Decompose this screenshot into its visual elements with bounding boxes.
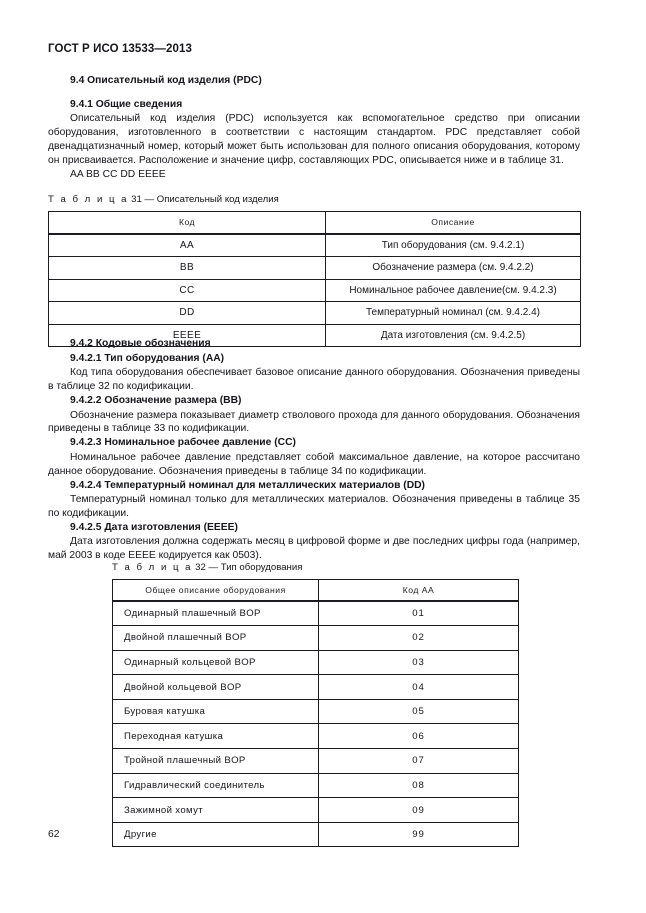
table-31-cell-code: CC [49,279,326,302]
table-row [113,650,519,675]
table-32-container [112,562,527,847]
clause-heading-9-4-2-3: 9.4.2.3 Номинальное рабочее давление (CC) [70,437,296,449]
table-32-cell-code: 04 [319,675,519,700]
table-32-caption-number: 32 [195,562,206,573]
table-31-cell-description: Дата изготовления (см. 9.4.2.5) [326,324,581,347]
table-32-cell-description: Буровая катушка [113,699,319,724]
table-32-cell-description: Одинарный кольцевой BOP [113,650,319,675]
table-row [113,699,519,724]
table-31-cell-description: Тип оборудования (см. 9.4.2.1) [326,234,581,257]
table-32-caption-label: Т а б л и ц а [112,562,193,573]
table-32-cell-description: Другие [113,822,319,847]
table-row [113,798,519,823]
table-32-cell-description: Двойной плашечный BOP [113,626,319,651]
table-row [49,279,581,302]
clause-body-9-4-1: Описательный код изделия (PDC) используется как вспомогательное средство при описании оборудования, изготовленного в соответствии с настоящим стандартом. PDC представляет собой двенадцатизначный номер, который может быть использован для полного описания оборудования, которому он присваивается. Расположение и значение цифр, составляющих PDC, описывается ниже и в таблице 31. [48,113,580,166]
table-32-cell-code: 99 [319,822,519,847]
table-32-cell-code: 05 [319,699,519,724]
table-row [113,626,519,651]
clause-heading-9-4: 9.4 Описательный код изделия (PDC) [70,75,262,86]
table-31-header-description: Описание [326,211,581,234]
table-32-header-description: Общее описание оборудования [113,579,319,601]
table-31-header-row [49,211,581,234]
table-row [49,302,581,325]
table-row [113,675,519,700]
table-32-cell-code: 02 [319,626,519,651]
table-32-cell-code: 08 [319,773,519,798]
table-row [113,601,519,626]
table-32-cell-description: Одинарный плашечный BOP [113,601,319,626]
clause-body-9-4-2-1: Код типа оборудования обеспечивает базовое описание данного оборудования. Обозначения приведены в таблице 32 по кодификации. [48,367,580,393]
table-32 [112,579,519,848]
table-31 [48,211,581,348]
table-32-cell-code: 06 [319,724,519,749]
table-31-cell-code: EEEE [49,324,326,347]
text-block-942 [48,337,580,563]
clause-heading-9-4-1: 9.4.1 Общие сведения [70,98,183,110]
table-31-cell-description: Температурный номинал (см. 9.4.2.4) [326,302,581,325]
table-row [113,822,519,847]
clause-heading-9-4-2-4: 9.4.2.4 Температурный номинал для металлических материалов (DD) [70,479,425,491]
table-32-cell-code: 03 [319,650,519,675]
table-32-cell-description: Переходная катушка [113,724,319,749]
clause-body-9-4-2-3: Номинальное рабочее давление представляет собой максимальное давление, на которое рассчитано данное оборудование. Обозначения приведены в таблице 34 по кодификации. [48,451,580,477]
table-31-caption-title: — Описательный код изделия [144,194,279,205]
table-row [113,773,519,798]
document-header-standard-number: ГОСТ Р ИСО 13533—2013 [48,43,193,55]
table-31-cell-code: DD [49,302,326,325]
table-32-cell-code: 01 [319,601,519,626]
table-32-cell-description: Зажимной хомут [113,798,319,823]
clause-heading-9-4-2-5: 9.4.2.5 Дата изготовления (EEEE) [70,521,238,533]
table-row [49,257,581,280]
text-block-941 [48,74,580,181]
page-number: 62 [48,829,60,840]
clause-body-9-4-2-2: Обозначение размера показывает диаметр стволового прохода для данного оборудования. Обозначения приведены в таблице 33 по кодификации. [48,409,580,435]
table-row [49,234,581,257]
clause-heading-9-4-2-1: 9.4.2.1 Тип оборудования (AA) [70,352,225,364]
table-31-cell-code: AA [49,234,326,257]
table-31-cell-description: Обозначение размера (см. 9.4.2.2) [326,257,581,280]
table-32-cell-description: Двойной кольцевой BOP [113,675,319,700]
table-31-cell-description: Номинальное рабочее давление(см. 9.4.2.3) [326,279,581,302]
table-31-header-code: Код [49,211,326,234]
table-31-caption-number: 31 [131,194,142,205]
table-row [113,749,519,774]
table-31-cell-code: BB [49,257,326,280]
table-32-header-row [113,579,519,601]
table-32-cell-code: 07 [319,749,519,774]
clause-heading-9-4-2: 9.4.2 Кодовые обозначения [70,338,211,349]
table-32-header-code: Код AA [319,579,519,601]
clause-heading-9-4-2-2: 9.4.2.2 Обозначение размера (BB) [70,394,242,406]
table-32-cell-description: Тройной плашечный BOP [113,749,319,774]
table-32-cell-code: 09 [319,798,519,823]
table-32-cell-description: Гидравлический соединитель [113,773,319,798]
table-32-caption-title: — Тип оборудования [208,562,303,573]
table-31-caption [48,194,580,206]
clause-body-9-4-2-4: Температурный номинал только для металлических материалов. Обозначения приведены в таблице 35 по кодификации. [48,494,580,519]
clause-body-9-4-2-5: Дата изготовления должна содержать месяц в цифровой форме и две последних цифры года (например, май 2003 в коде EEEE кодируется как 0503). [48,536,580,562]
pdc-code-layout-line: AA BB CC DD EEEE [70,168,166,180]
table-row [113,724,519,749]
table-32-caption [112,562,527,574]
table-31-container [48,194,580,347]
table-31-caption-label: Т а б л и ц а [48,194,129,205]
